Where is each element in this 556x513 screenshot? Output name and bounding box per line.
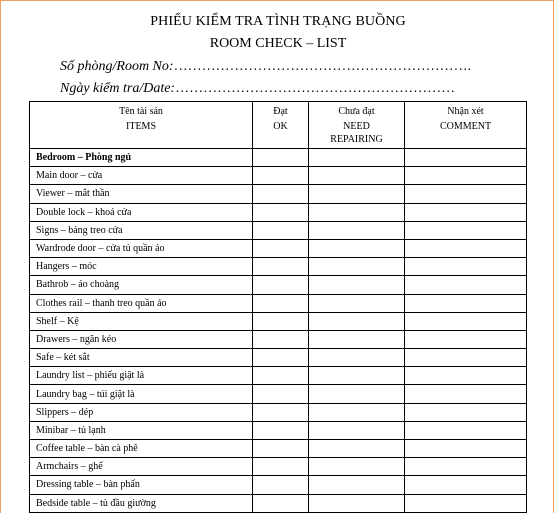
need-repairing-cell[interactable] [309, 203, 405, 221]
ok-cell[interactable] [253, 294, 309, 312]
item-name-cell: Minibar – tủ lạnh [30, 421, 253, 439]
ok-cell[interactable] [253, 476, 309, 494]
check-date-dots: …………………………………………………… [175, 81, 456, 96]
comment-cell[interactable] [405, 421, 527, 439]
table-row [30, 185, 527, 203]
table-row [30, 367, 527, 385]
comment-cell[interactable] [405, 167, 527, 185]
room-number-dots: ………………………………………………………. [173, 59, 472, 74]
comment-cell[interactable] [405, 258, 527, 276]
need-repairing-cell[interactable] [309, 239, 405, 257]
ok-cell[interactable] [253, 403, 309, 421]
comment-cell[interactable] [405, 440, 527, 458]
need-repairing-cell[interactable] [309, 385, 405, 403]
need-repairing-cell[interactable] [309, 349, 405, 367]
need-repairing-cell[interactable] [309, 421, 405, 439]
item-name-cell: Bathrob – áo choàng [30, 276, 253, 294]
ok-cell[interactable] [253, 349, 309, 367]
table-row [30, 421, 527, 439]
item-name-cell: Armchairs – ghế [30, 458, 253, 476]
ok-cell[interactable] [253, 185, 309, 203]
comment-cell[interactable] [405, 367, 527, 385]
item-name-cell: Wardrode door – cửa tủ quần áo [30, 239, 253, 257]
comment-cell[interactable] [405, 458, 527, 476]
table-row [30, 385, 527, 403]
need-repairing-cell[interactable] [309, 294, 405, 312]
item-name-cell: Slippers – dép [30, 403, 253, 421]
ok-cell[interactable] [253, 167, 309, 185]
ok-cell[interactable] [253, 458, 309, 476]
need-repairing-cell[interactable] [309, 403, 405, 421]
need-repairing-cell[interactable] [309, 185, 405, 203]
comment-cell[interactable] [405, 276, 527, 294]
need-repairing-cell[interactable] [309, 476, 405, 494]
table-header-row [30, 102, 527, 149]
table-row [30, 349, 527, 367]
table-row [30, 203, 527, 221]
item-name-cell: Dressing table – bàn phấn [30, 476, 253, 494]
need-repairing-cell[interactable] [309, 440, 405, 458]
column-header-items [30, 102, 253, 149]
comment-cell[interactable] [405, 149, 527, 167]
ok-cell[interactable] [253, 149, 309, 167]
item-name-cell: Bedside table – tủ đầu giường [30, 494, 253, 512]
comment-cell[interactable] [405, 203, 527, 221]
column-header-line: NEED [343, 121, 370, 132]
table-row [30, 440, 527, 458]
need-repairing-cell[interactable] [309, 221, 405, 239]
column-header-comment [405, 102, 527, 149]
ok-cell[interactable] [253, 421, 309, 439]
ok-cell[interactable] [253, 276, 309, 294]
ok-cell[interactable] [253, 385, 309, 403]
item-name-cell: Laundry bag – túi giặt là [30, 385, 253, 403]
comment-cell[interactable] [405, 385, 527, 403]
table-row [30, 458, 527, 476]
item-name-cell: Hangers – móc [30, 258, 253, 276]
table-row [30, 476, 527, 494]
table-row [30, 494, 527, 512]
column-header-line: Đạt [273, 106, 288, 117]
item-name-cell: Signs – bảng treo cửa [30, 221, 253, 239]
ok-cell[interactable] [253, 258, 309, 276]
comment-cell[interactable] [405, 185, 527, 203]
need-repairing-cell[interactable] [309, 494, 405, 512]
comment-cell[interactable] [405, 349, 527, 367]
column-header-need-repairing [309, 102, 405, 149]
need-repairing-cell[interactable] [309, 149, 405, 167]
table-row [30, 221, 527, 239]
table-row [30, 312, 527, 330]
ok-cell[interactable] [253, 203, 309, 221]
comment-cell[interactable] [405, 330, 527, 348]
need-repairing-cell[interactable] [309, 276, 405, 294]
item-name-cell: Bedroom – Phòng ngủ [30, 149, 253, 167]
check-date-field[interactable] [60, 81, 455, 97]
item-name-cell: Main door – cửa [30, 167, 253, 185]
column-header-line: COMMENT [439, 121, 492, 132]
item-name-cell: Safe – két sắt [30, 349, 253, 367]
need-repairing-cell[interactable] [309, 458, 405, 476]
table-row [30, 330, 527, 348]
item-name-cell: Clothes rail – thanh treo quần áo [30, 294, 253, 312]
ok-cell[interactable] [253, 239, 309, 257]
table-row [30, 239, 527, 257]
column-header-line: ITEMS [126, 121, 156, 132]
room-check-table [29, 101, 527, 513]
comment-cell[interactable] [405, 239, 527, 257]
item-name-cell: Coffee table – bàn cà phê [30, 440, 253, 458]
item-name-cell: Drawers – ngăn kéo [30, 330, 253, 348]
comment-cell[interactable] [405, 221, 527, 239]
comment-cell[interactable] [405, 476, 527, 494]
ok-cell[interactable] [253, 221, 309, 239]
comment-cell[interactable] [405, 312, 527, 330]
item-name-cell: Double lock – khoá cửa [30, 203, 253, 221]
table-row [30, 167, 527, 185]
need-repairing-cell[interactable] [309, 330, 405, 348]
form-title-vietnamese: PHIẾU KIỂM TRA TÌNH TRẠNG BUỒNG [150, 14, 406, 29]
column-header-line: Tên tài sản [119, 106, 163, 117]
ok-cell[interactable] [253, 312, 309, 330]
need-repairing-cell[interactable] [309, 258, 405, 276]
column-header-ok [253, 102, 309, 149]
column-header-line: REPAIRING [330, 134, 383, 145]
comment-cell[interactable] [405, 294, 527, 312]
check-date-label: Ngày kiểm tra/Date: [60, 81, 176, 96]
ok-cell[interactable] [253, 440, 309, 458]
table-row [30, 276, 527, 294]
comment-cell[interactable] [405, 494, 527, 512]
comment-cell[interactable] [405, 403, 527, 421]
section-row-bedroom [30, 149, 527, 167]
form-title-english: ROOM CHECK – LIST [209, 36, 347, 51]
column-header-line: Chưa đạt [338, 106, 375, 117]
table-row [30, 258, 527, 276]
need-repairing-cell[interactable] [309, 312, 405, 330]
item-name-cell: Viewer – mắt thần [30, 185, 253, 203]
ok-cell[interactable] [253, 330, 309, 348]
ok-cell[interactable] [253, 367, 309, 385]
item-name-cell: Shelf – Kệ [30, 312, 253, 330]
table-row [30, 294, 527, 312]
item-name-cell: Laundry list – phiếu giặt là [30, 367, 253, 385]
table-row [30, 403, 527, 421]
column-header-line: Nhận xét [447, 106, 484, 117]
need-repairing-cell[interactable] [309, 367, 405, 385]
ok-cell[interactable] [253, 494, 309, 512]
room-number-label: Số phòng/Room No: [60, 59, 174, 74]
need-repairing-cell[interactable] [309, 167, 405, 185]
room-number-field[interactable] [60, 59, 471, 75]
column-header-line: OK [273, 121, 288, 132]
